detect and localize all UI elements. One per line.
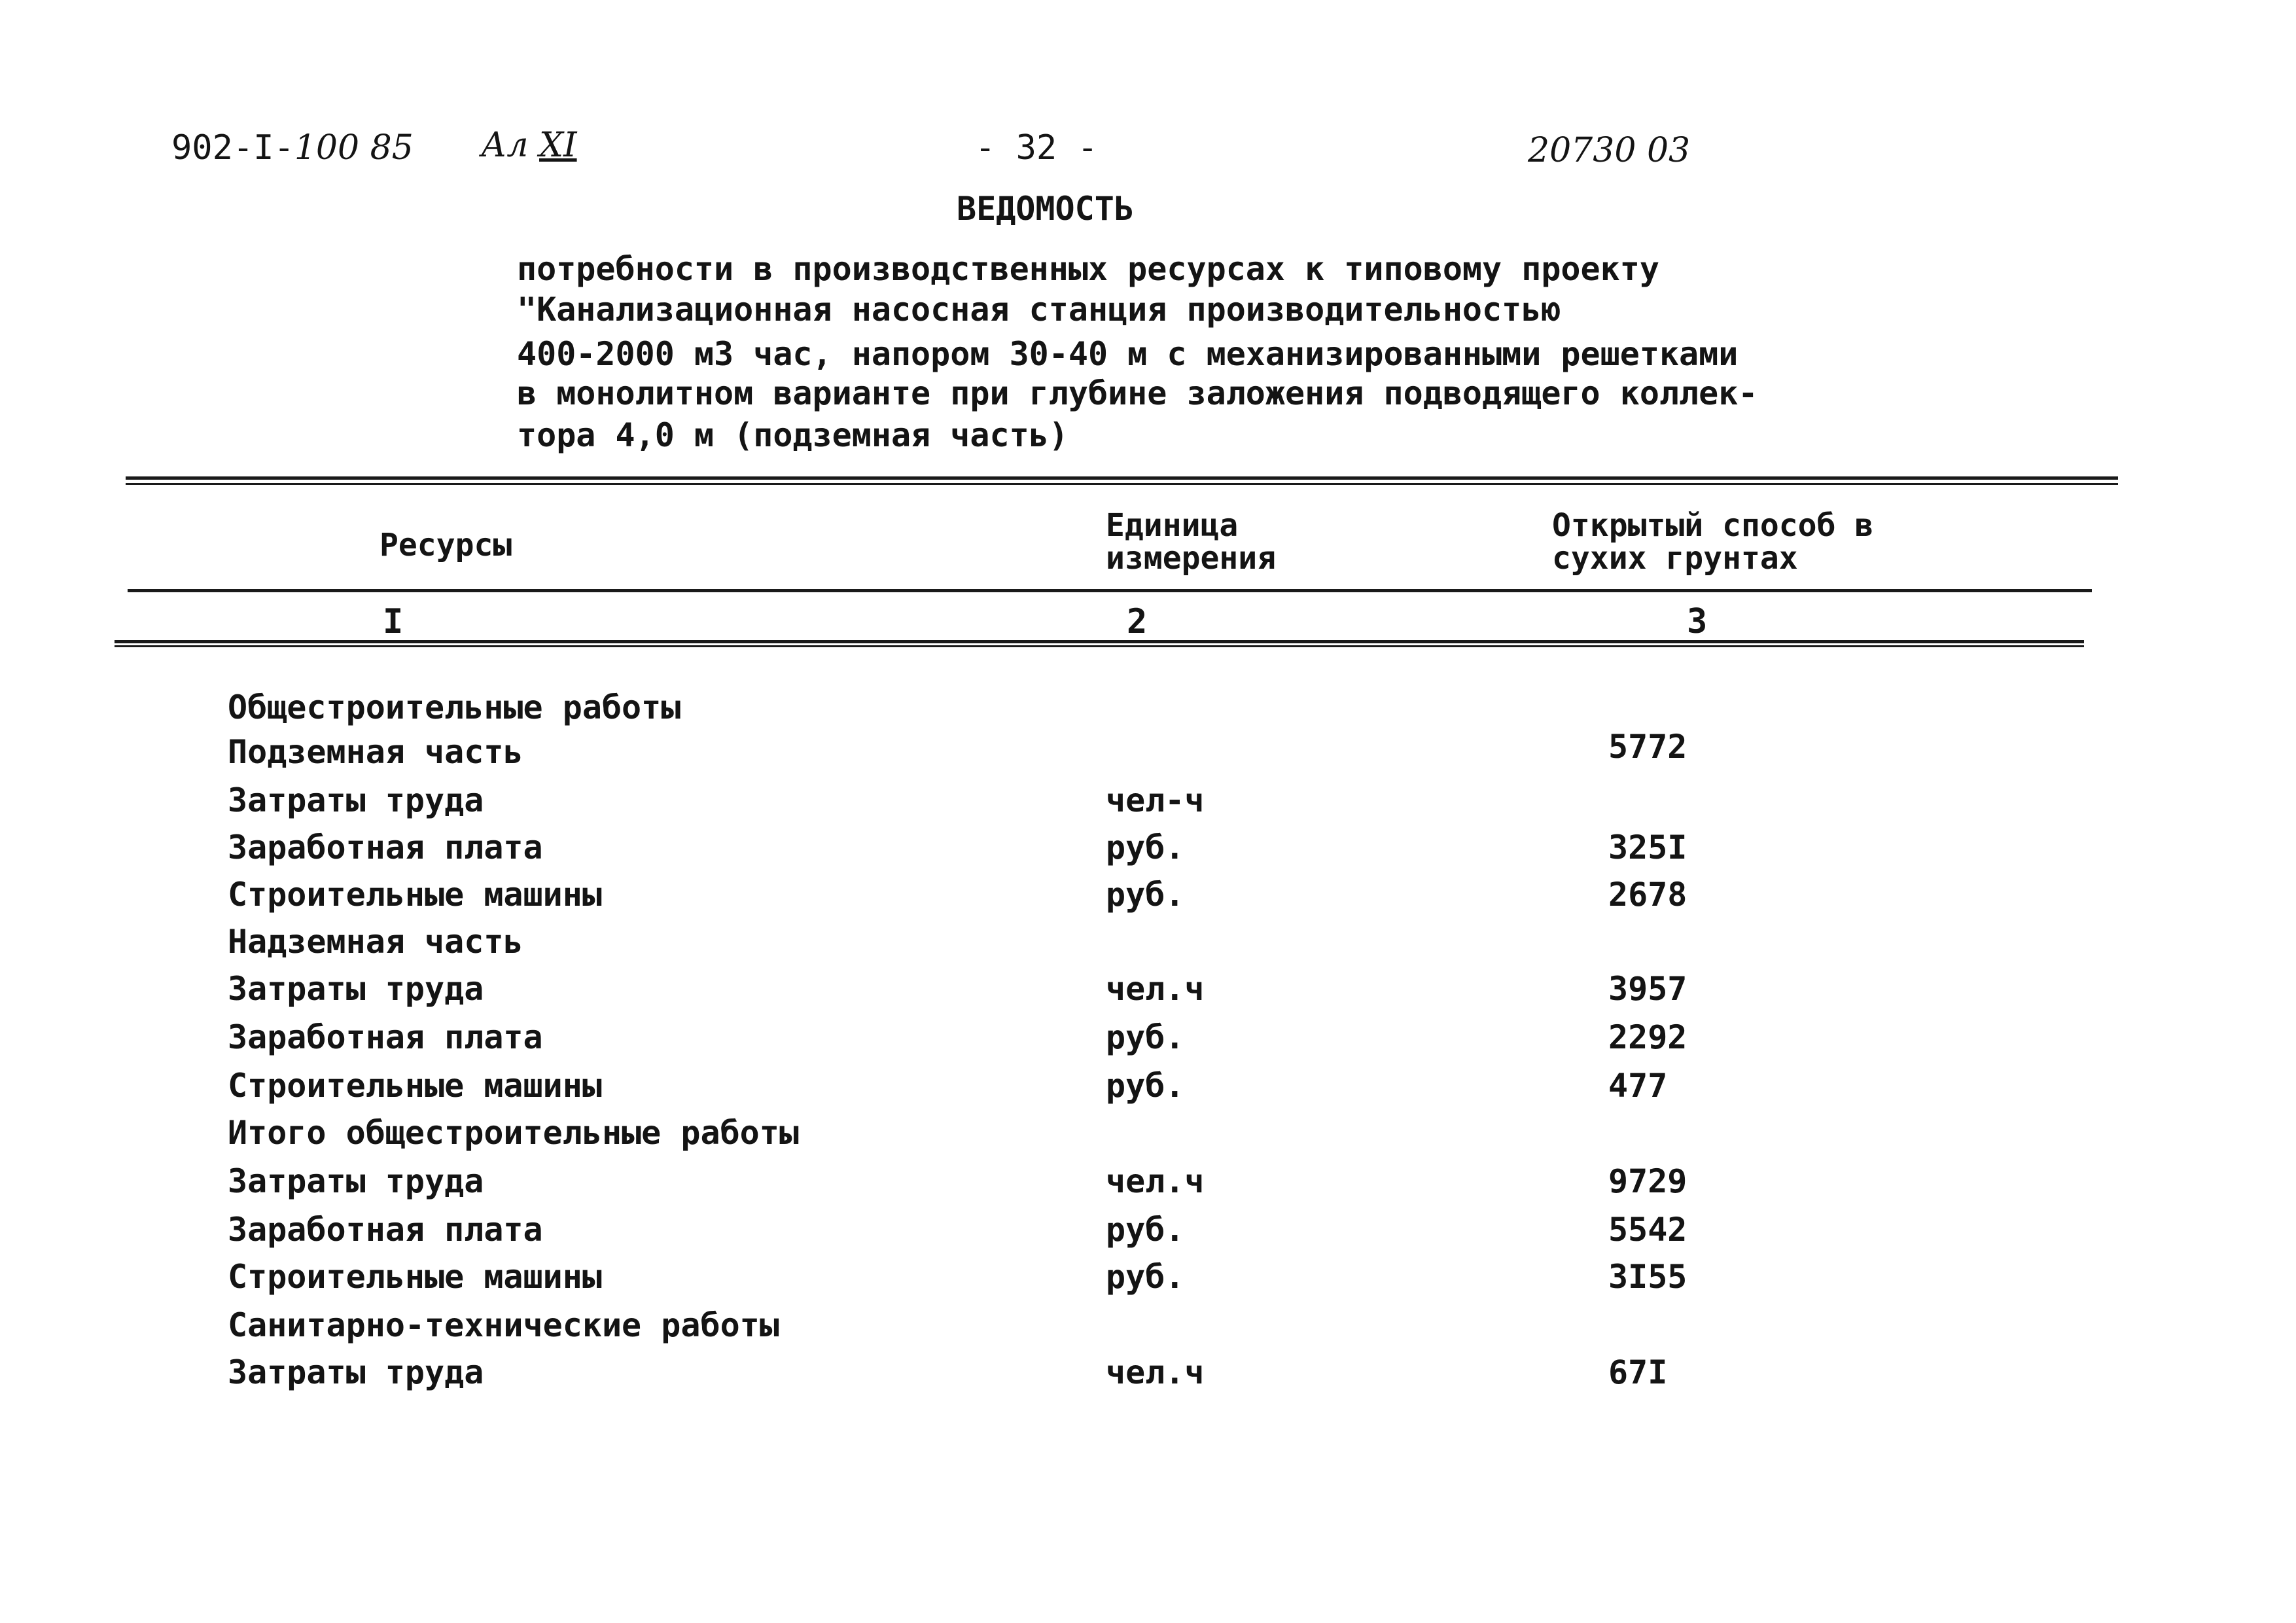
- col-header-method-line2: сухих грунтах: [1552, 540, 1798, 577]
- doc-code-printed: 902-I-: [171, 128, 294, 168]
- col-number-2: 2: [1127, 602, 1148, 641]
- row-resource: Заработная плата: [228, 829, 543, 866]
- row-value: 3I55: [1608, 1258, 1687, 1296]
- col-header-unit-line2: измерения: [1106, 540, 1277, 577]
- intro-line-5: тора 4,0 м (подземная часть): [517, 416, 1069, 454]
- row-value: 5772: [1608, 728, 1687, 766]
- row-value: 9729: [1608, 1162, 1687, 1200]
- col-header-unit: [1106, 509, 1276, 575]
- col-number-rule: [115, 640, 2084, 647]
- col-header-unit-line1: Единица: [1106, 507, 1239, 544]
- row-resource: Затраты труда: [228, 1162, 484, 1200]
- table-row: [0, 1353, 2296, 1402]
- intro-line-3: 400-2000 м3 час, напором 30-40 м с механизированными решетками: [517, 335, 1739, 373]
- row-value: 5542: [1608, 1211, 1687, 1249]
- intro-line-1: потребности в производственных ресурсах к типовому проекту: [517, 250, 1659, 288]
- col-number-3: 3: [1687, 602, 1708, 641]
- row-value: 3957: [1608, 970, 1687, 1008]
- row-resource: Надземная часть: [228, 923, 523, 961]
- row-resource: Затраты труда: [228, 781, 484, 819]
- page-title: ВЕДОМОСТЬ: [957, 190, 1134, 228]
- row-resource: Строительные машины: [228, 876, 602, 914]
- col-number-1: I: [383, 602, 404, 641]
- row-resource: Общестроительные работы: [228, 688, 681, 726]
- row-unit: руб.: [1106, 1258, 1185, 1296]
- row-resource: Затраты труда: [228, 970, 484, 1008]
- col-header-resources: Ресурсы: [380, 527, 512, 563]
- row-unit: руб.: [1106, 1211, 1185, 1249]
- row-resource: Строительные машины: [228, 1067, 602, 1105]
- row-resource: Санитарно-технические работы: [228, 1306, 779, 1344]
- table-row: [0, 781, 2296, 830]
- album-number: XI: [539, 126, 577, 165]
- table-row: [0, 1162, 2296, 1211]
- table-row: [0, 688, 2296, 737]
- table-row: [0, 728, 2296, 781]
- intro-line-2: "Канализационная насосная станция производительностью: [517, 291, 1561, 329]
- row-resource: Итого общестроительные работы: [228, 1114, 799, 1152]
- page-number: - 32 -: [975, 128, 1098, 168]
- row-value: 67I: [1608, 1353, 1668, 1391]
- table-top-rule: [126, 476, 2118, 485]
- row-resource: Подземная часть: [228, 733, 523, 771]
- table-row: [0, 1067, 2296, 1115]
- row-unit: чел-ч: [1106, 781, 1205, 819]
- row-resource: Заработная плата: [228, 1018, 543, 1056]
- album-label: Ал: [481, 126, 529, 165]
- table-row: [0, 1258, 2296, 1306]
- row-unit: руб.: [1106, 1018, 1185, 1056]
- row-resource: Заработная плата: [228, 1211, 543, 1249]
- header-rule: [128, 589, 2092, 592]
- table-row: [0, 1211, 2296, 1259]
- row-value: 325I: [1608, 829, 1687, 866]
- inventory-number: 20730 03: [1528, 131, 1691, 170]
- col-header-method-line1: Открытый способ в: [1552, 507, 1874, 544]
- row-value: 2678: [1608, 876, 1687, 914]
- album-mark: [481, 126, 577, 165]
- intro-line-4: в монолитном варианте при глубине заложения подводящего коллек-: [517, 374, 1758, 412]
- row-unit: руб.: [1106, 829, 1185, 866]
- row-value: 2292: [1608, 1018, 1687, 1056]
- table-row: [0, 829, 2296, 877]
- table-row: [0, 1018, 2296, 1067]
- row-unit: чел.ч: [1106, 970, 1205, 1008]
- row-unit: руб.: [1106, 1067, 1185, 1105]
- table-row: [0, 876, 2296, 924]
- table-row: [0, 1306, 2296, 1355]
- table-row: [0, 923, 2296, 971]
- row-value: 477: [1608, 1067, 1668, 1105]
- row-resource: Строительные машины: [228, 1258, 602, 1296]
- row-resource: Затраты труда: [228, 1353, 484, 1391]
- doc-code-handwritten: 100 85: [294, 128, 414, 168]
- table-row: [0, 1114, 2296, 1162]
- col-header-method: [1552, 509, 1873, 575]
- table-row: [0, 970, 2296, 1018]
- row-unit: чел.ч: [1106, 1162, 1205, 1200]
- doc-code: [171, 128, 414, 168]
- row-unit: руб.: [1106, 876, 1185, 914]
- row-unit: чел.ч: [1106, 1353, 1205, 1391]
